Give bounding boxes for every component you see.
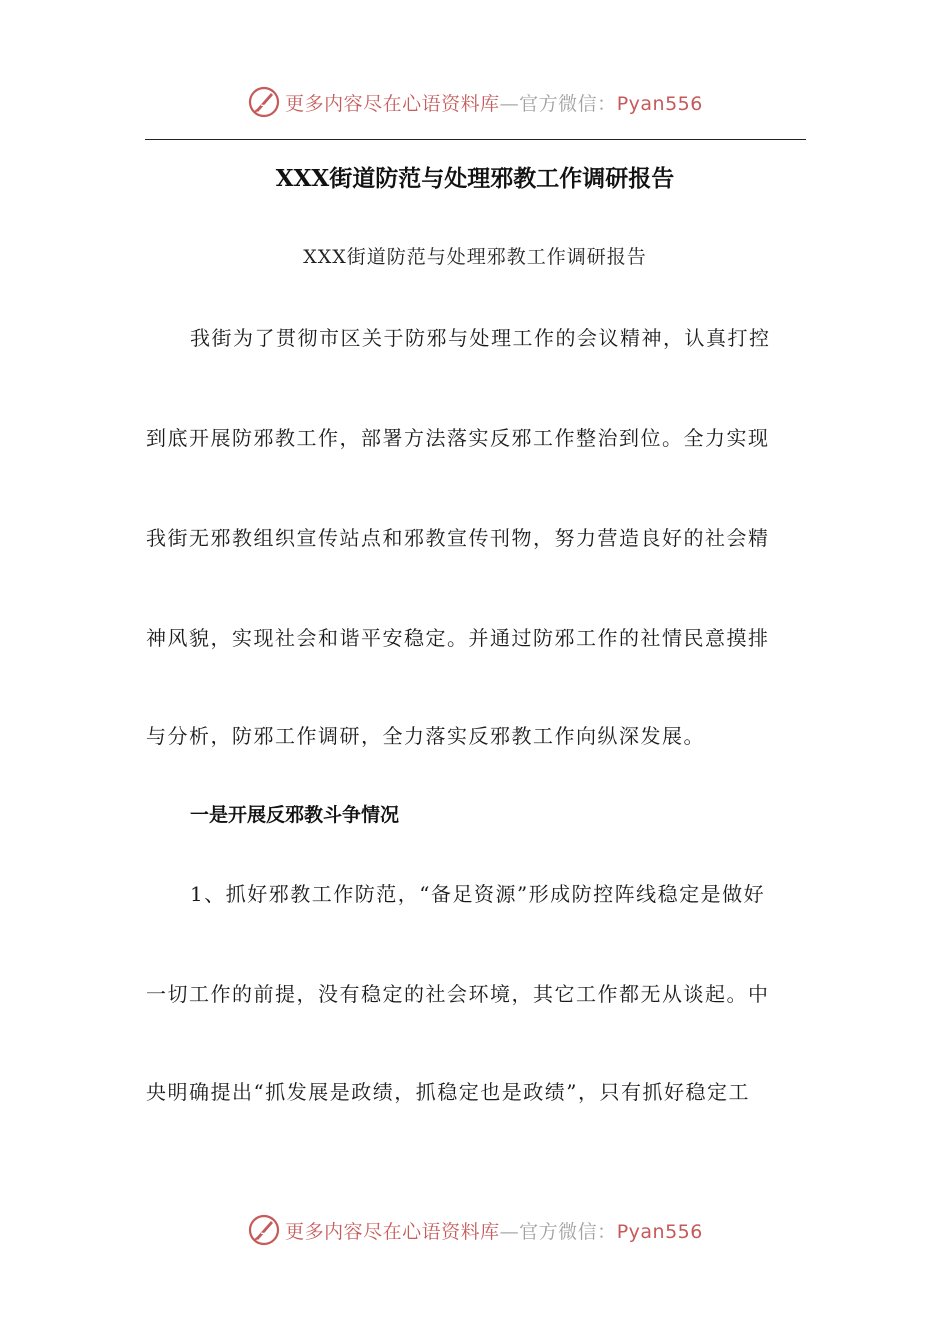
header-divider — [145, 139, 806, 140]
watermark-text: 更多内容尽在心语资料库 — [285, 1220, 500, 1243]
paragraph-line: 我街无邪教组织宣传站点和邪教宣传刊物，努力营造良好的社会精 — [146, 526, 770, 550]
paragraph-line: 神风貌，实现社会和谐平安稳定。并通过防邪工作的社情民意摸排 — [146, 626, 770, 650]
watermark-wechat-id: Pyan556 — [616, 92, 703, 115]
watermark-text: 更多内容尽在心语资料库 — [285, 92, 500, 115]
quill-pen-logo-icon — [247, 85, 281, 119]
watermark-wechat-label: 官方微信： — [519, 92, 617, 115]
watermark-separator: — — [499, 1220, 520, 1243]
header-watermark — [0, 82, 950, 122]
quill-pen-logo-icon — [247, 1213, 281, 1247]
paragraph-line: 到底开展防邪教工作，部署方法落实反邪工作整治到位。全力实现 — [146, 426, 770, 450]
paragraph-line: 与分析，防邪工作调研，全力落实反邪教工作向纵深发展。 — [146, 724, 705, 748]
paragraph-line: 1、抓好邪教工作防范，“备足资源”形成防控阵线稳定是做好 — [190, 882, 766, 906]
watermark-separator: — — [499, 92, 520, 115]
section-heading: 一是开展反邪教斗争情况 — [190, 804, 400, 826]
watermark-wechat-id: Pyan556 — [616, 1220, 703, 1243]
watermark-wechat-label: 官方微信： — [519, 1220, 617, 1243]
paragraph-line: 我街为了贯彻市区关于防邪与处理工作的会议精神，认真打控 — [190, 326, 771, 350]
paragraph-line: 央明确提出“抓发展是政绩，抓稳定也是政绩”，只有抓好稳定工 — [146, 1080, 750, 1104]
document-subtitle: XXX街道防范与处理邪教工作调研报告 — [303, 246, 647, 268]
document-title: XXX街道防范与处理邪教工作调研报告 — [275, 165, 675, 192]
footer-watermark — [0, 1210, 950, 1250]
paragraph-line: 一切工作的前提，没有稳定的社会环境，其它工作都无从谈起。中 — [146, 982, 770, 1006]
